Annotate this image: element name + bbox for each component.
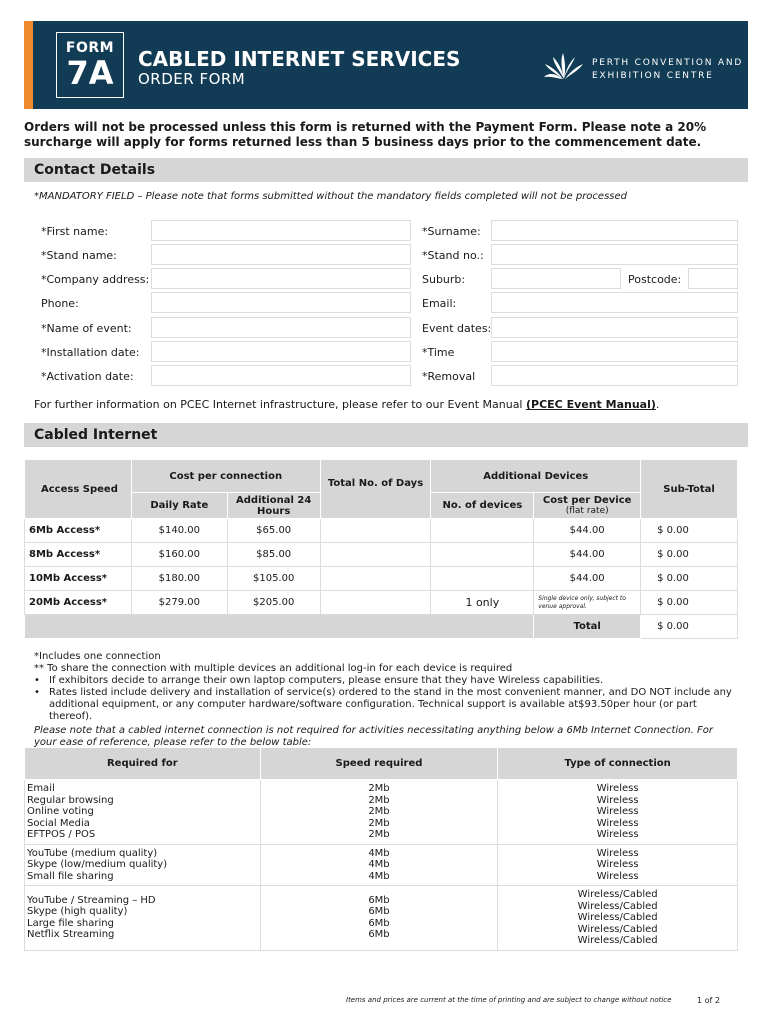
- surname-field[interactable]: [491, 220, 738, 241]
- bullet-text-2: Rates listed include delivery and installation of service(s) ordered to the stand in the most convenient manner, and DO NOT include any additional equipment, or any computer hardware/software configuration. Technical support is available at$93.50per hour (or part thereof).: [49, 687, 732, 722]
- additional-cell: $65.00: [227, 519, 320, 543]
- speed-item: 2Mb: [368, 829, 390, 840]
- use-item: YouTube / Streaming – HD: [27, 894, 156, 906]
- speed-item: 4Mb: [368, 847, 390, 859]
- devices-input[interactable]: [431, 567, 534, 591]
- total-days-input[interactable]: [320, 567, 431, 591]
- connection-type-header: Type of connection: [498, 748, 738, 780]
- total-days-header: Total No. of Days: [320, 460, 431, 519]
- surcharge-warning: Orders will not be processed unless this form is returned with the Payment Form. Please note a 20% surcharge will apply for forms returned less than 5 business days prior to the commencement date.: [24, 120, 707, 149]
- page-number: 1 of 2: [697, 996, 720, 1005]
- stand-no-field[interactable]: [491, 244, 738, 265]
- form-number: 7A: [66, 54, 114, 92]
- type-item: Wireless: [596, 794, 639, 806]
- logo-text: [592, 57, 743, 83]
- table-row: [25, 567, 738, 591]
- subtotal-cell: $ 0.00: [641, 591, 738, 615]
- type-cell: [498, 780, 738, 845]
- type-item: Wireless: [596, 847, 639, 859]
- speed-item: 2Mb: [368, 783, 390, 794]
- cost-per-device-label: Cost per Device: [542, 495, 632, 506]
- use-item: Skype (high quality): [27, 906, 128, 918]
- devices-input[interactable]: 1 only: [431, 591, 534, 615]
- event-manual-info: [34, 398, 659, 411]
- use-item: EFTPOS / POS: [27, 829, 96, 840]
- use-item: YouTube (medium quality): [27, 847, 158, 859]
- type-cell: [498, 844, 738, 886]
- subtotal-cell: $ 0.00: [641, 543, 738, 567]
- speed-cell: 6Mb Access*: [25, 519, 132, 543]
- bullet-icon: •: [34, 687, 40, 698]
- postcode-field[interactable]: [688, 268, 738, 289]
- form-header: [24, 21, 748, 109]
- speed-item: 6Mb: [368, 894, 390, 906]
- event-dates-field[interactable]: [491, 317, 738, 338]
- note-line-2: ** To share the connection with multiple devices an additional log-in for each device is required: [34, 663, 513, 674]
- type-item: Wireless: [596, 817, 639, 829]
- type-item: Wireless: [596, 859, 639, 870]
- footer-note: Items and prices are current at the time of printing and are subject to change without notice: [346, 996, 672, 1004]
- type-item: Wireless/Cabled: [577, 900, 658, 912]
- first-name-label: *First name:: [41, 225, 109, 238]
- subtotal-cell: $ 0.00: [641, 519, 738, 543]
- device-cost-cell: $44.00: [534, 519, 641, 543]
- speed-cell: 8Mb Access*: [25, 543, 132, 567]
- notes-section: [34, 651, 734, 749]
- table-row: [25, 543, 738, 567]
- event-manual-link[interactable]: (PCEC Event Manual): [525, 398, 656, 411]
- additional-cell: $85.00: [227, 543, 320, 567]
- type-item: Wireless: [596, 783, 639, 794]
- daily-rate-cell: $279.00: [131, 591, 227, 615]
- bullet-text-1: If exhibitors decide to arrange their own laptop computers, please ensure that they have Wireless capabilities.: [49, 675, 604, 686]
- type-cell: [498, 886, 738, 951]
- bullet-icon: •: [34, 675, 40, 686]
- device-cost-note: Single device only, subject to venue approval.: [534, 591, 641, 615]
- event-name-label: *Name of event:: [41, 322, 132, 335]
- use-item: Skype (low/medium quality): [27, 859, 168, 870]
- table-row: [25, 886, 738, 951]
- table-row: [25, 591, 738, 615]
- additional-cell: $105.00: [227, 567, 320, 591]
- no-devices-header: No. of devices: [431, 493, 534, 519]
- subtotal-cell: $ 0.00: [641, 567, 738, 591]
- type-item: Wireless/Cabled: [577, 923, 658, 935]
- type-item: Wireless/Cabled: [577, 912, 658, 923]
- time-field[interactable]: [491, 341, 738, 362]
- cost-per-device-header: [534, 493, 641, 519]
- stand-name-label: *Stand name:: [41, 249, 117, 262]
- use-item: Email: [27, 783, 55, 794]
- accent-stripe: [24, 21, 33, 109]
- speed-item: 6Mb: [368, 906, 390, 918]
- speed-item: 2Mb: [368, 794, 390, 806]
- devices-input[interactable]: [431, 519, 534, 543]
- speed-cell: 20Mb Access*: [25, 591, 132, 615]
- speed-cell: [260, 844, 498, 886]
- cabled-internet-heading: Cabled Internet: [24, 423, 748, 447]
- use-item: Large file sharing: [27, 917, 114, 929]
- reference-note: Please note that a cabled internet connection is not required for activities necessitating anything below a 6Mb Internet Connection. For your ease of reference, please refer to the below table:: [34, 725, 713, 748]
- stand-no-label: *Stand no.:: [422, 249, 484, 262]
- devices-input[interactable]: [431, 543, 534, 567]
- total-days-input[interactable]: [320, 543, 431, 567]
- total-days-input[interactable]: [320, 519, 431, 543]
- additional-24-header: Additional 24 Hours: [227, 493, 320, 519]
- page-title: CABLED INTERNET SERVICES: [138, 47, 461, 71]
- suburb-field[interactable]: [491, 268, 621, 289]
- activation-date-field[interactable]: [151, 365, 411, 386]
- use-item: Regular browsing: [27, 794, 114, 806]
- type-item: Wireless: [596, 806, 639, 817]
- speed-item: 4Mb: [368, 859, 390, 870]
- removal-label: *Removal: [422, 370, 476, 383]
- speed-item: 6Mb: [368, 917, 390, 929]
- total-spacer: [25, 615, 534, 639]
- table-row: [25, 844, 738, 886]
- speed-cell: [260, 780, 498, 845]
- time-label: *Time: [422, 346, 455, 359]
- access-speed-header: Access Speed: [25, 460, 132, 519]
- uses-cell: [25, 886, 261, 951]
- cabled-internet-table: [24, 459, 738, 639]
- required-for-header: Required for: [25, 748, 261, 780]
- logo-line-2: EXHIBITION CENTRE: [592, 71, 714, 81]
- activation-date-label: *Activation date:: [41, 370, 134, 383]
- speed-item: 4Mb: [368, 870, 390, 882]
- daily-rate-cell: $140.00: [131, 519, 227, 543]
- event-dates-label: Event dates:: [422, 322, 492, 335]
- surname-label: *Surname:: [422, 225, 481, 238]
- form-word: FORM: [65, 40, 115, 56]
- speed-item: 2Mb: [368, 817, 390, 829]
- cost-per-connection-header: Cost per connection: [131, 460, 320, 493]
- type-item: Wireless: [596, 870, 639, 882]
- speed-reference-table: [24, 747, 738, 951]
- installation-date-field[interactable]: [151, 341, 411, 362]
- contact-details-heading: Contact Details: [24, 158, 748, 182]
- total-days-input[interactable]: [320, 591, 431, 615]
- additional-devices-header: Additional Devices: [431, 460, 641, 493]
- daily-rate-header: Daily Rate: [131, 493, 227, 519]
- company-address-field[interactable]: [151, 268, 411, 289]
- list-item: [34, 687, 734, 723]
- speed-item: 6Mb: [368, 929, 390, 941]
- uses-cell: [25, 780, 261, 845]
- additional-cell: $205.00: [227, 591, 320, 615]
- type-item: Wireless/Cabled: [577, 935, 658, 946]
- phone-label: Phone:: [41, 297, 79, 310]
- type-item: Wireless/Cabled: [577, 889, 658, 900]
- stand-name-field[interactable]: [151, 244, 411, 265]
- phone-field[interactable]: [151, 292, 411, 313]
- use-item: Social Media: [27, 817, 90, 829]
- daily-rate-cell: $160.00: [131, 543, 227, 567]
- device-cost-cell: $44.00: [534, 543, 641, 567]
- speed-item: 2Mb: [368, 806, 390, 817]
- logo-line-1: PERTH CONVENTION AND: [592, 58, 744, 68]
- type-item: Wireless: [596, 829, 639, 840]
- company-address-label: *Company address:: [41, 273, 150, 286]
- postcode-label: Postcode:: [628, 273, 682, 286]
- suburb-label: Suburb:: [422, 273, 466, 286]
- email-label: Email:: [422, 297, 457, 310]
- list-item: [34, 675, 734, 687]
- email-field[interactable]: [491, 292, 738, 313]
- daily-rate-cell: $180.00: [131, 567, 227, 591]
- uses-cell: [25, 844, 261, 886]
- table-row: [25, 519, 738, 543]
- total-value: $ 0.00: [641, 615, 738, 639]
- removal-field[interactable]: [491, 365, 738, 386]
- use-item: Small file sharing: [27, 870, 114, 882]
- table-row: [25, 780, 738, 845]
- subtotal-header: Sub-Total: [641, 460, 738, 519]
- info-text: For further information on PCEC Internet infrastructure, please refer to our Event Manual: [34, 398, 526, 411]
- first-name-field[interactable]: [151, 220, 411, 241]
- mandatory-note: *MANDATORY FIELD – Please note that forms submitted without the mandatory fields completed will not be processed: [34, 191, 627, 202]
- form-number-box: [56, 32, 124, 98]
- flat-rate-label: (flat rate): [565, 506, 609, 516]
- speed-cell: [260, 886, 498, 951]
- page-subtitle: ORDER FORM: [138, 70, 246, 88]
- info-suffix: .: [655, 398, 660, 411]
- use-item: Netflix Streaming: [27, 929, 115, 941]
- installation-date-label: *Installation date:: [41, 346, 140, 359]
- device-cost-cell: $44.00: [534, 567, 641, 591]
- speed-required-header: Speed required: [260, 748, 498, 780]
- speed-cell: 10Mb Access*: [25, 567, 132, 591]
- note-line-1: *Includes one connection: [34, 651, 161, 662]
- event-name-field[interactable]: [151, 317, 411, 338]
- pcec-logo-icon: [542, 51, 586, 81]
- total-label: Total: [534, 615, 641, 639]
- use-item: Online voting: [27, 806, 94, 817]
